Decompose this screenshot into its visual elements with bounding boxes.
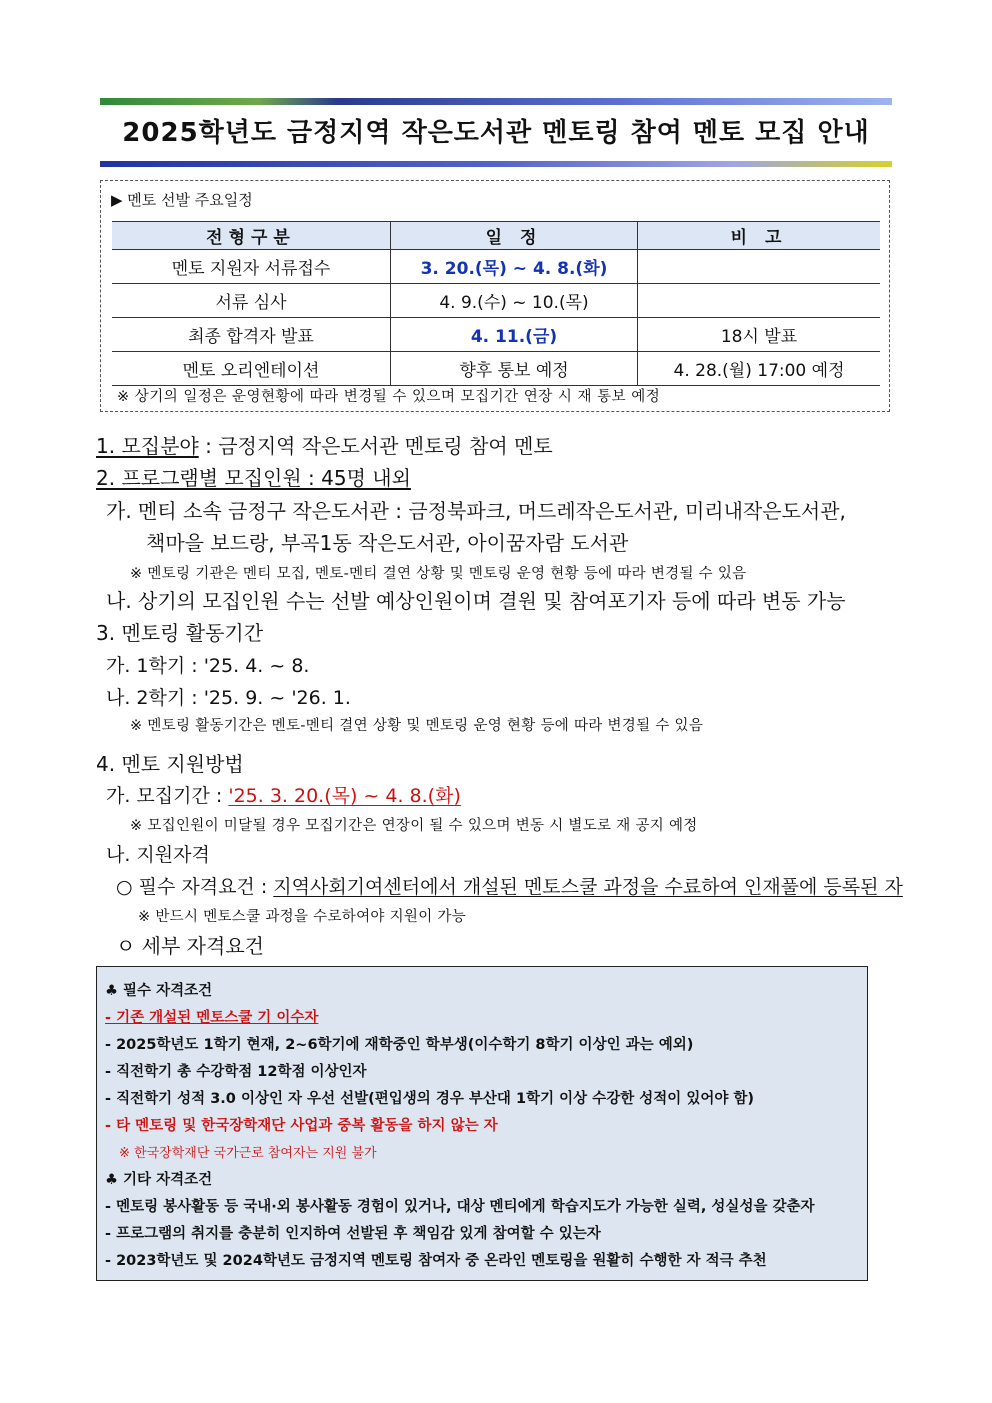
essential-item: - 타 멘토링 및 한국장학재단 사업과 중복 활동을 하지 않는 자 xyxy=(105,1118,498,1134)
essential-item: - 직전학기 성적 3.0 이상인 자 우선 선발(편입생의 경우 부산대 1학기 이상 수강한 성적이 있어야 함) xyxy=(105,1091,755,1107)
section-2-item-a-line2: 책마을 보드랑, 부곡1동 작은도서관, 아이꿈자람 도서관 xyxy=(146,531,629,555)
recruit-period-label: 가. 모집기간 : xyxy=(106,785,229,807)
section-2-item-a-line1: 가. 멘티 소속 금정구 작은도서관 : 금정북파크, 머드레작은도서관, 미리내작은도서관, xyxy=(106,499,846,523)
section-4-item-a xyxy=(106,781,461,808)
cell-type: 멘토 지원자 서류접수 xyxy=(112,250,391,284)
essential-item xyxy=(105,1006,318,1027)
required-qualification-value: 지역사회기여센터에서 개설된 멘토스쿨 과정을 수료하여 인재풀에 등록된 자 xyxy=(273,876,903,898)
cell-date: 4. 11.(금) xyxy=(391,318,638,352)
cell-date: 3. 20.(목) ~ 4. 8.(화) xyxy=(391,250,638,284)
requirements-box xyxy=(96,966,868,1281)
section-3-note: ※ 멘토링 활동기간은 멘토-멘티 결연 상황 및 멘토링 운영 현황 등에 따라 변경될 수 있음 xyxy=(130,718,704,734)
cell-note: 18시 발표 xyxy=(638,318,881,352)
essential-note: ※ 한국장학재단 국가근로 참여자는 지원 불가 xyxy=(119,1146,377,1161)
cell-type: 최종 합격자 발표 xyxy=(112,318,391,352)
schedule-box xyxy=(100,180,890,412)
cell-note xyxy=(638,250,881,284)
required-qualification-label: ○ 필수 자격요건 : xyxy=(116,876,274,898)
cell-date: 4. 9.(수) ~ 10.(목) xyxy=(391,284,638,318)
section-4-item-b: 나. 지원자격 xyxy=(106,844,210,866)
detail-qualification-heading: ㅇ 세부 자격요건 xyxy=(116,934,264,958)
title-top-bar xyxy=(100,98,892,105)
cell-note: 4. 28.(월) 17:00 예정 xyxy=(638,352,881,386)
section-2-item-b: 나. 상기의 모집인원 수는 선발 예상인원이며 결원 및 참여포기자 등에 따라 변동 가능 xyxy=(106,589,846,613)
schedule-heading: ▶ 멘토 선발 주요일정 xyxy=(111,191,253,209)
section-2-heading: 2. 프로그램별 모집인원 : 45명 내외 xyxy=(96,466,411,490)
table-row xyxy=(112,284,880,318)
cell-date: 향후 통보 예정 xyxy=(391,352,638,386)
section-3-item-a: 가. 1학기 : '25. 4. ~ 8. xyxy=(106,655,310,677)
column-header: 일 정 xyxy=(391,222,638,250)
essential-heading: ♣ 필수 자격조건 xyxy=(105,983,213,999)
schedule-footnote: ※ 상기의 일정은 운영현황에 따라 변경될 수 있으며 모집기간 연장 시 재 통보 예정 xyxy=(117,389,661,405)
table-row xyxy=(112,250,880,284)
section-1-label: 1. 모집분야 xyxy=(96,434,199,458)
column-header: 비 고 xyxy=(638,222,881,250)
table-row xyxy=(112,318,880,352)
table-row xyxy=(112,352,880,386)
other-item: - 프로그램의 취지를 충분히 인지하여 선발된 후 책임감 있게 참여할 수 있는자 xyxy=(105,1226,601,1242)
essential-item: - 직전학기 총 수강학점 12학점 이상인자 xyxy=(105,1064,367,1080)
section-3-heading: 3. 멘토링 활동기간 xyxy=(96,621,264,645)
essential-item-text: - 기존 개설된 멘토스쿨 기 이수자 xyxy=(105,1010,319,1026)
page-title: 2025학년도 금정지역 작은도서관 멘토링 참여 멘토 모집 안내 xyxy=(122,118,870,148)
section-4-heading: 4. 멘토 지원방법 xyxy=(96,752,244,776)
required-qualification xyxy=(116,872,903,899)
other-item: - 멘토링 봉사활동 등 국내·외 봉사활동 경험이 있거나, 대상 멘티에게 학습지도가 가능한 실력, 성실성을 갖춘자 xyxy=(105,1199,815,1215)
recruit-period-value: '25. 3. 20.(목) ~ 4. 8.(화) xyxy=(228,785,461,807)
cell-type: 멘토 오리엔테이션 xyxy=(112,352,391,386)
title-bottom-bar xyxy=(100,161,892,167)
schedule-header-row xyxy=(112,222,880,250)
cell-type: 서류 심사 xyxy=(112,284,391,318)
section-1-text: : 금정지역 작은도서관 멘토링 참여 멘토 xyxy=(198,434,553,458)
essential-item: - 2025학년도 1학기 현재, 2~6학기에 재학중인 학부생(이수학기 8학기 이상인 과는 예외) xyxy=(105,1037,694,1053)
required-qualification-note: ※ 반드시 멘토스쿨 과정을 수로하여야 지원이 가능 xyxy=(138,909,467,925)
section-3-item-b: 나. 2학기 : '25. 9. ~ '26. 1. xyxy=(106,687,351,709)
section-2-note: ※ 멘토링 기관은 멘티 모집, 멘토-멘티 결연 상황 및 멘토링 운영 현황 등에 따라 변경될 수 있음 xyxy=(130,566,747,582)
cell-note xyxy=(638,284,881,318)
section-4-note: ※ 모집인원이 미달될 경우 모집기간은 연장이 될 수 있으며 변동 시 별도로 재 공지 예정 xyxy=(130,818,698,834)
other-item: - 2023학년도 및 2024학년도 금정지역 멘토링 참여자 중 온라인 멘토링을 원활히 수행한 자 적극 추천 xyxy=(105,1253,767,1269)
column-header: 전형구분 xyxy=(112,222,391,250)
section-1 xyxy=(96,430,553,459)
title-banner xyxy=(100,98,892,167)
schedule-table xyxy=(112,221,880,386)
other-heading: ♣ 기타 자격조건 xyxy=(105,1172,213,1188)
